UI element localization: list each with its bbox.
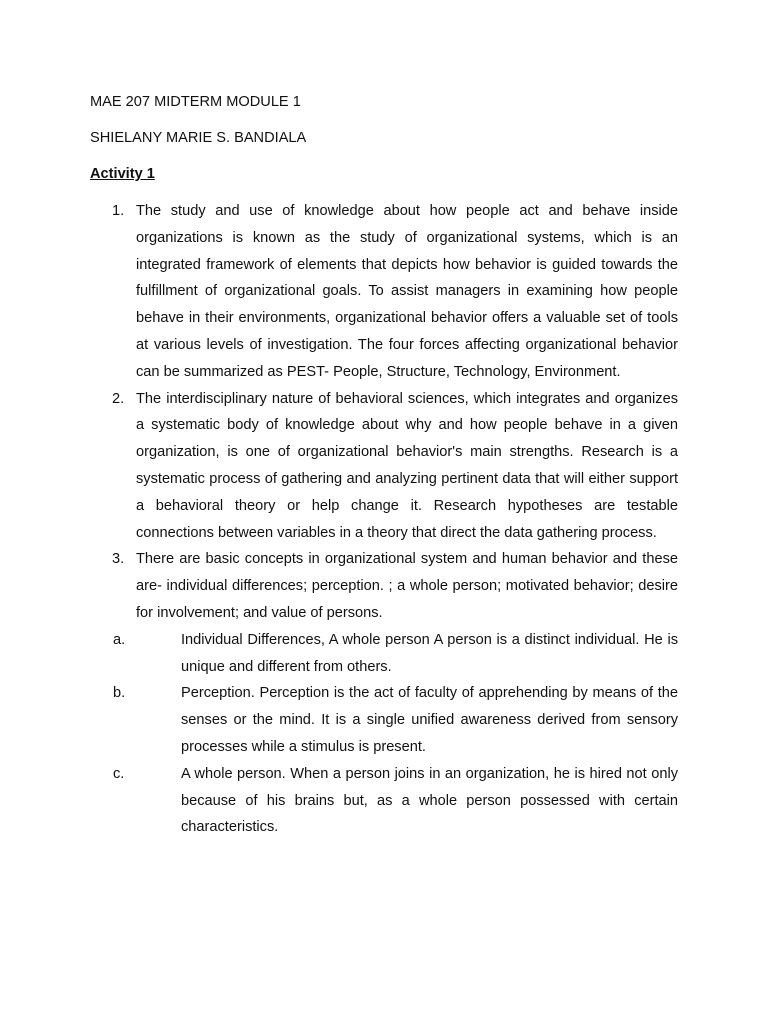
sublist-item-text: Perception. Perception is the act of faculty of apprehending by means of the senses or the mind. It is a single unified awareness derived from sensory processes while a stimulus is present. [181, 685, 678, 755]
list-item [90, 386, 678, 547]
sublist-item [91, 761, 678, 841]
sublist-item-text: A whole person. When a person joins in an organization, he is hired not only because of his brains but, as a whole person possessed with certain characteristics. [181, 765, 678, 836]
document-title: MAE 207 MIDTERM MODULE 1 [90, 94, 301, 110]
list-item-text: There are basic concepts in organizational system and human behavior and these are- individual differences; perception. ; a whole person; motivated behavior; desire for involvement; and value of persons. [136, 551, 678, 621]
author-name: SHIELANY MARIE S. BANDIALA [90, 130, 307, 146]
sublist-item-text: Individual Differences, A whole person A person is a distinct individual. He is unique and different from others. [181, 631, 678, 675]
sublist-item [91, 627, 678, 681]
list-item [90, 546, 678, 841]
list-number: 1. [112, 203, 125, 219]
sublist-item [91, 680, 678, 760]
sublist-letter: a. [113, 631, 126, 648]
list-number: 3. [112, 551, 125, 568]
list-item [90, 198, 678, 386]
sublist-letter: c. [113, 765, 125, 782]
list-number: 2. [112, 390, 125, 407]
list-item-text: The study and use of knowledge about how people act and behave inside organizations is known as the study of organizational systems, which is an integrated framework of elements that depicts how behavior is guided towards the fulfillment of organizational goals. To assist managers in examining how people behave in their environments, organizational behavior offers a valuable set of tools at various levels of investigation. The four forces affecting organizational behavior can be summarized as PEST- People, Structure, Technology, Environment. [136, 203, 678, 380]
activity-heading: Activity 1 [90, 166, 155, 182]
numbered-list [90, 198, 678, 841]
lettered-sublist [113, 627, 678, 841]
list-item-text: The interdisciplinary nature of behavioral sciences, which integrates and organizes a systematic body of knowledge about why and how people behave in a given organization, is one of organizational behavior's main strengths. Research is a systematic process of gathering and analyzing pertinent data that will either support a behavioral theory or help change it. Research hypotheses are testable connections between variables in a theory that direct the data gathering process. [136, 390, 678, 541]
sublist-letter: b. [113, 685, 126, 702]
